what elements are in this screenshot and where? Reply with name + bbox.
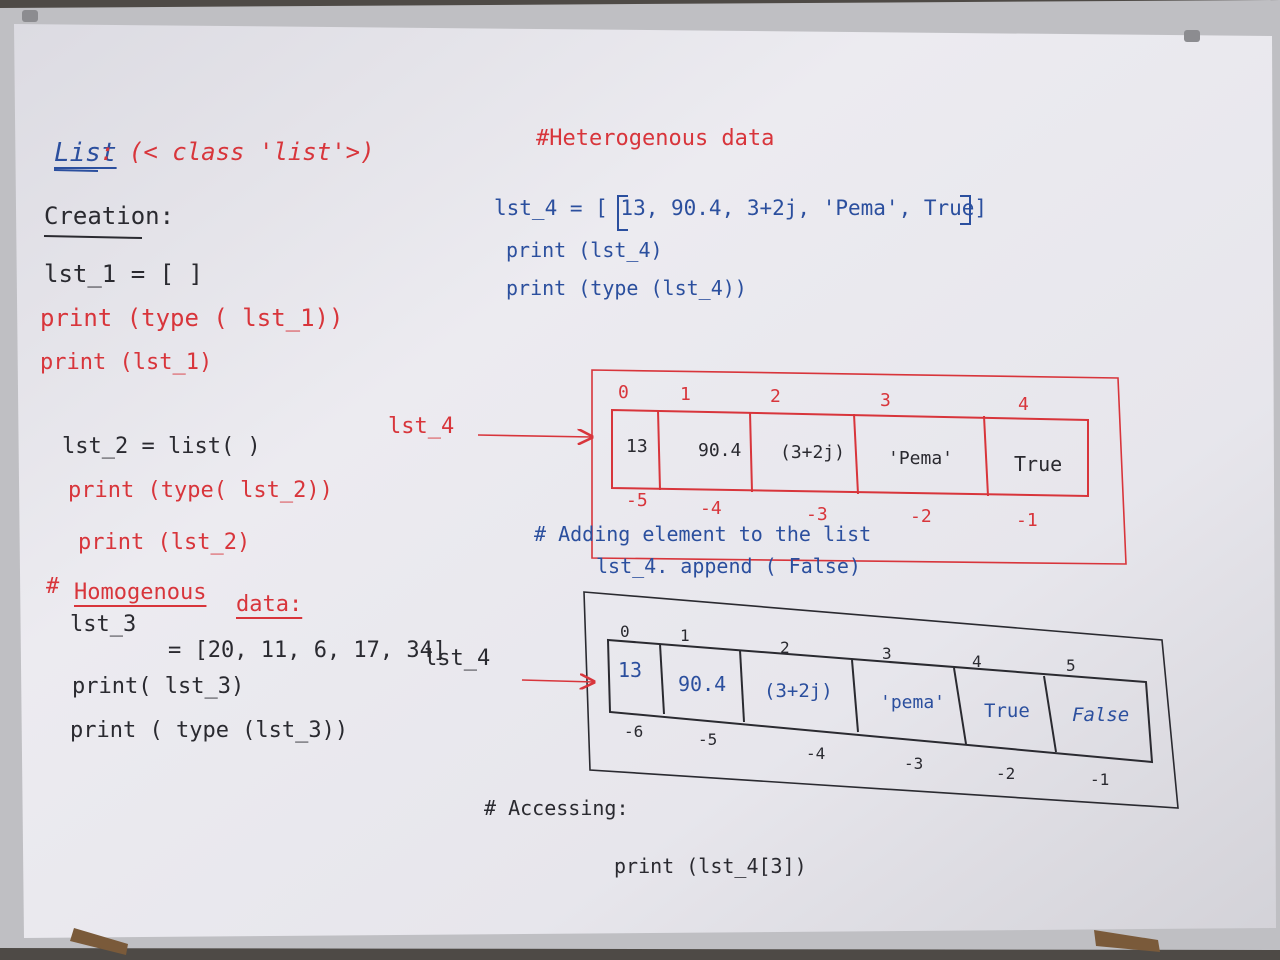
list-underline bbox=[54, 170, 98, 171]
d2-cell: False bbox=[1072, 704, 1130, 726]
d1-cell: 13 bbox=[626, 436, 648, 457]
lst3-side-label: lst_4 bbox=[424, 646, 491, 671]
accessing-comment: # Accessing: bbox=[484, 796, 629, 820]
d1-neg-index: -2 bbox=[910, 506, 932, 527]
d2-index: 4 bbox=[972, 652, 982, 671]
d2-index: 2 bbox=[780, 638, 790, 657]
d1-neg-index: -1 bbox=[1016, 510, 1038, 531]
frame-clip bbox=[1184, 30, 1200, 42]
lst2-assign: lst_2 = list( ) bbox=[62, 434, 261, 459]
d2-cell: (3+2j) bbox=[764, 680, 833, 702]
d2-cell: 13 bbox=[618, 658, 643, 682]
lst3-print: print( lst_3) bbox=[72, 674, 245, 699]
lst1-assign: lst_1 = [ ] bbox=[44, 260, 203, 288]
d2-neg-index: -1 bbox=[1090, 770, 1110, 789]
d1-index: 2 bbox=[770, 386, 781, 407]
d1-cell: True bbox=[1014, 452, 1063, 476]
class-text: : (< class 'list'>) bbox=[100, 138, 375, 166]
d1-cell: 'Pema' bbox=[888, 448, 954, 469]
d1-neg-index: -4 bbox=[700, 498, 722, 519]
list-title: List bbox=[54, 138, 117, 168]
d2-index: 3 bbox=[882, 644, 892, 663]
d2-index: 5 bbox=[1066, 656, 1076, 675]
lst1-print-type: print (type ( lst_1)) bbox=[40, 304, 344, 332]
d1-neg-index: -5 bbox=[626, 490, 648, 511]
d2-neg-index: -4 bbox=[806, 744, 826, 763]
frame-clip bbox=[22, 10, 38, 22]
lst4-print-type: print (type (lst_4)) bbox=[506, 276, 747, 300]
d2-index: 0 bbox=[620, 622, 630, 641]
arrow-label-lst4: lst_4 bbox=[388, 414, 455, 439]
d2-cell: 90.4 bbox=[678, 672, 727, 696]
access-print: print (lst_4[3]) bbox=[614, 854, 807, 878]
creation-heading: Creation: bbox=[44, 202, 175, 230]
d1-cell: (3+2j) bbox=[780, 442, 846, 463]
lst3-name: lst_3 bbox=[70, 612, 137, 637]
d2-neg-index: -2 bbox=[996, 764, 1016, 783]
lst1-print: print (lst_1) bbox=[40, 350, 213, 375]
d1-index: 4 bbox=[1018, 394, 1029, 415]
d1-index: 0 bbox=[618, 382, 629, 403]
d1-index: 1 bbox=[680, 384, 691, 405]
append-call: lst_4. append ( False) bbox=[596, 554, 861, 578]
homog-word: Homogenous bbox=[74, 580, 207, 605]
d2-cell: 'pema' bbox=[880, 692, 946, 713]
lst3-print-type: print ( type (lst_3)) bbox=[70, 718, 349, 743]
d2-index: 1 bbox=[680, 626, 690, 645]
d1-neg-index: -3 bbox=[806, 504, 828, 525]
d2-cell: True bbox=[984, 700, 1030, 722]
homog-hash: # bbox=[46, 574, 60, 599]
d2-neg-index: -5 bbox=[698, 730, 718, 749]
hetero-comment: #Heterogenous data bbox=[536, 126, 775, 151]
d2-neg-index: -3 bbox=[904, 754, 924, 773]
homog-data: data: bbox=[236, 592, 303, 617]
d1-cell: 90.4 bbox=[698, 440, 742, 461]
lst4-print: print (lst_4) bbox=[506, 238, 663, 262]
lst3-value: = [20, 11, 6, 17, 34] bbox=[168, 638, 447, 663]
adding-comment: # Adding element to the list bbox=[534, 522, 872, 546]
lst4-assign: lst_4 = [ 13, 90.4, 3+2j, 'Pema', True] bbox=[494, 196, 988, 220]
d2-neg-index: -6 bbox=[624, 722, 644, 741]
d1-index: 3 bbox=[880, 390, 891, 411]
lst2-print: print (lst_2) bbox=[78, 530, 251, 555]
lst2-print-type: print (type( lst_2)) bbox=[68, 478, 333, 503]
